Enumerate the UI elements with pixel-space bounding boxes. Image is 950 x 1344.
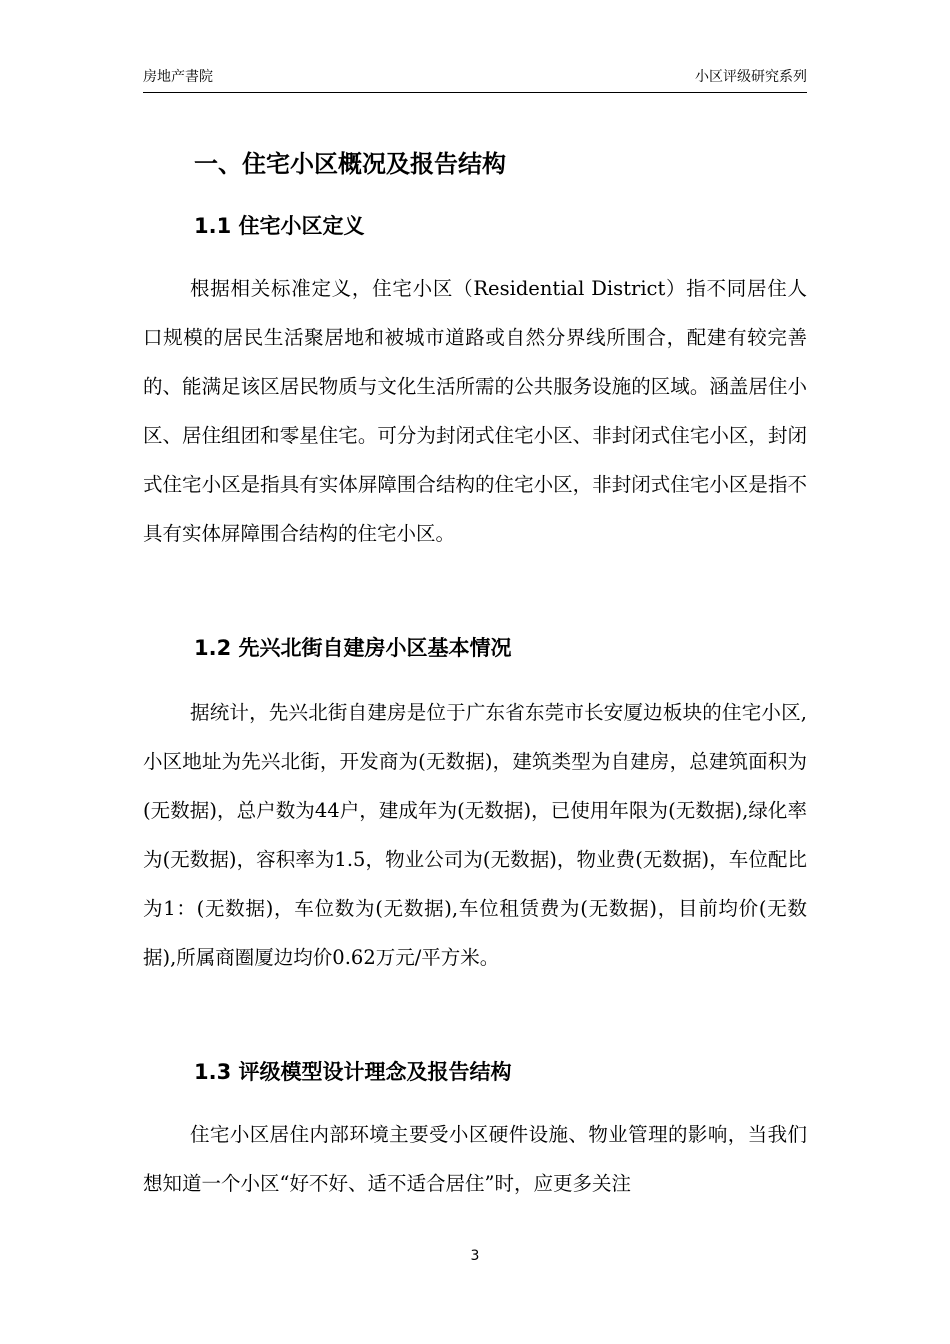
section-title: 一、住宅小区概况及报告结构	[194, 150, 506, 178]
page-header	[143, 66, 807, 93]
paragraph-basic-info: 据统计，先兴北街自建房是位于广东省东莞市长安厦边板块的住宅小区,小区地址为先兴北街，开发商为(无数据)，建筑类型为自建房，总建筑面积为(无数据)，总户数为44户，建成年为(无数据)，已使用年限为(无数据),绿化率为(无数据)，容积率为1.5，物业公司为(无数据)，物业费(无数据)，车位配比为1：(无数据)，车位数为(无数据),车位租赁费为(无数据)，目前均价(无数据),所属商圈厦边均价0.62万元/平方米。	[143, 701, 807, 969]
paragraph-model-design: 住宅小区居住内部环境主要受小区硬件设施、物业管理的影响，当我们想知道一个小区“好不好、适不适合居住”时，应更多关注	[143, 1123, 807, 1195]
subsection-heading-1-1: 1.1 住宅小区定义	[194, 214, 365, 238]
paragraph-definition: 根据相关标准定义，住宅小区（Residential District）指不同居住人口规模的居民生活聚居地和被城市道路或自然分界线所围合，配建有较完善的、能满足该区居民物质与文化生活所需的公共服务设施的区域。涵盖居住小区、居住组团和零星住宅。可分为封闭式住宅小区、非封闭式住宅小区，封闭式住宅小区是指具有实体屏障围合结构的住宅小区，非封闭式住宅小区是指不具有实体屏障围合结构的住宅小区。	[143, 277, 807, 545]
header-publisher: 房地产書院	[143, 69, 213, 85]
subsection-heading-1-2: 1.2 先兴北街自建房小区基本情况	[194, 636, 512, 660]
subsection-heading-1-3: 1.3 评级模型设计理念及报告结构	[194, 1060, 512, 1084]
header-series-title: 小区评级研究系列	[695, 69, 807, 85]
page-number: 3	[470, 1248, 480, 1264]
